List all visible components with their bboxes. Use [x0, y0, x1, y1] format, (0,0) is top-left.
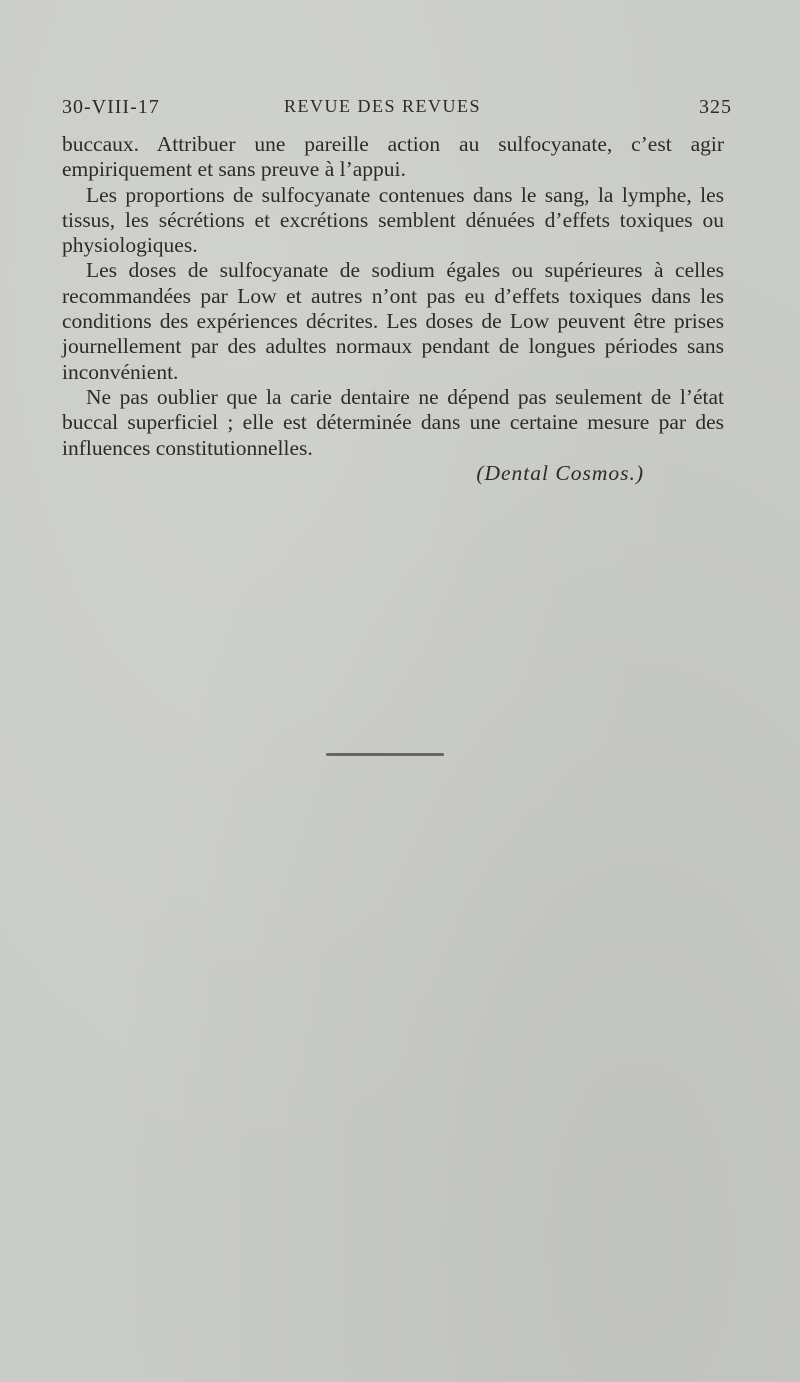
paragraph-carie: Ne pas oublier que la carie dentaire ne dépend pas seulement de l’état buccal superficiel ; elle est déterminée dans une certaine mesure par des influences constitutionnelles. [62, 384, 724, 460]
paragraph-continuation: buccaux. Attribuer une pareille action au sulfocyanate, c’est agir empiriquement et sans preuve à l’appui. [62, 132, 724, 182]
paragraph-doses: Les doses de sulfocyanate de sodium égales ou supérieures à celles recommandées par Low et autres n’ont pas eu d’effets toxiques dans les conditions des expériences décrites. Les doses de Low peuvent être prises journellement par des adultes normaux pendant de longues périodes sans inconvénient. [62, 258, 724, 384]
running-head [62, 96, 732, 126]
article-body [62, 132, 724, 486]
section-title: REVUE DES REVUES [284, 96, 482, 116]
paragraph-proportions: Les proportions de sulfocyanate contenues dans le sang, la lymphe, les tissus, les sécrétions et excrétions semblent dénuées d’effets toxiques ou physiologiques. [62, 182, 724, 258]
end-rule [326, 753, 444, 756]
source-citation: (Dental Cosmos.) [476, 460, 644, 485]
page-number: 325 [699, 96, 732, 118]
issue-date: 30-VIII-17 [62, 96, 160, 118]
